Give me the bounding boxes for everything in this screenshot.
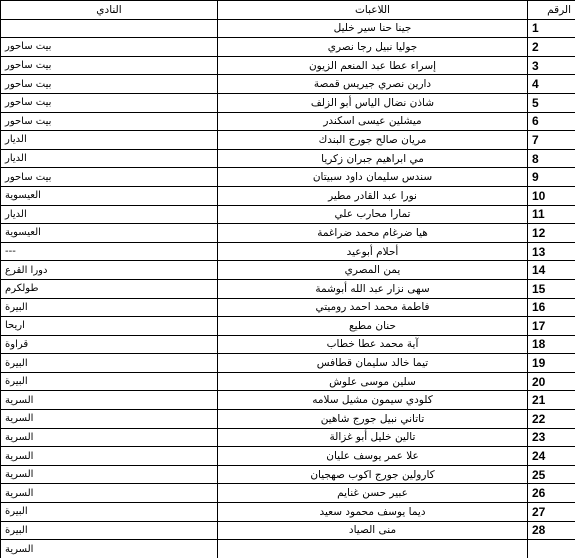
cell-player-name[interactable]: آية محمد عطا خطاب — [218, 335, 528, 354]
cell-player-name[interactable]: نورا عبد القادر مطير — [218, 186, 528, 205]
cell-club[interactable]: السرية — [1, 428, 218, 447]
cell-player-name[interactable]: تيما خالد سليمان قطافس — [218, 354, 528, 373]
table-row — [1, 19, 575, 38]
cell-player-name[interactable]: ميشلين عيسى اسكندر — [218, 112, 528, 131]
table-row — [1, 335, 575, 354]
cell-player-name[interactable]: جينا حنا سير خليل — [218, 19, 528, 38]
cell-number[interactable]: 12 — [528, 224, 575, 243]
cell-club[interactable] — [1, 19, 218, 38]
cell-number[interactable]: 20 — [528, 372, 575, 391]
cell-number[interactable]: 25 — [528, 465, 575, 484]
table-row — [1, 75, 575, 94]
table-row — [1, 298, 575, 317]
cell-player-name[interactable]: عبير حسن غنايم — [218, 484, 528, 503]
cell-number[interactable]: 4 — [528, 75, 575, 94]
cell-club[interactable]: العيسوية — [1, 186, 218, 205]
cell-player-name[interactable]: جوليا نبيل رجا نصري — [218, 38, 528, 57]
table-row — [1, 447, 575, 466]
cell-player-name[interactable]: تالين خليل أبو غزالة — [218, 428, 528, 447]
cell-club[interactable]: بيت ساحور — [1, 93, 218, 112]
cell-number[interactable]: 7 — [528, 131, 575, 150]
cell-club[interactable]: السرية — [1, 484, 218, 503]
cell-player-name[interactable]: يمن المصري — [218, 261, 528, 280]
table-row — [1, 279, 575, 298]
cell-number[interactable]: 27 — [528, 503, 575, 522]
cell-club[interactable]: السرية — [1, 410, 218, 429]
cell-player-name[interactable]: كلودي سيمون مشيل سلامه — [218, 391, 528, 410]
table-row — [1, 484, 575, 503]
cell-player-name[interactable]: حنان مطيع — [218, 317, 528, 336]
cell-number[interactable]: 21 — [528, 391, 575, 410]
table-row — [1, 317, 575, 336]
table-row — [1, 261, 575, 280]
cell-player-name[interactable]: أحلام أبوعيد — [218, 242, 528, 261]
cell-club[interactable]: العيسوية — [1, 224, 218, 243]
cell-club[interactable]: الديار — [1, 149, 218, 168]
table-row — [1, 465, 575, 484]
table-row — [1, 131, 575, 150]
cell-number[interactable]: 16 — [528, 298, 575, 317]
cell-number[interactable]: 3 — [528, 56, 575, 75]
cell-player-name[interactable]: شاذن نضال الياس أبو الزلف — [218, 93, 528, 112]
table-row — [1, 168, 575, 187]
cell-number[interactable]: 1 — [528, 19, 575, 38]
table-row — [1, 56, 575, 75]
table-row — [1, 186, 575, 205]
cell-number[interactable]: 26 — [528, 484, 575, 503]
cell-player-name[interactable]: إسراء عطا عبد المنعم الزيون — [218, 56, 528, 75]
cell-player-name[interactable] — [218, 540, 528, 558]
cell-club[interactable]: السرية — [1, 447, 218, 466]
cell-player-name[interactable]: تاتاني نبيل جورج شاهين — [218, 410, 528, 429]
cell-club[interactable]: طولكرم — [1, 279, 218, 298]
cell-club[interactable]: البيرة — [1, 372, 218, 391]
table-row — [1, 428, 575, 447]
cell-number[interactable]: 28 — [528, 521, 575, 540]
cell-player-name[interactable]: مريان صالح جورج البندك — [218, 131, 528, 150]
table-row — [1, 149, 575, 168]
table-row — [1, 224, 575, 243]
cell-club[interactable]: البيرة — [1, 298, 218, 317]
cell-club[interactable]: الديار — [1, 205, 218, 224]
cell-number[interactable]: 22 — [528, 410, 575, 429]
cell-club[interactable]: السرية — [1, 540, 218, 558]
cell-number[interactable]: 9 — [528, 168, 575, 187]
cell-club[interactable]: السرية — [1, 391, 218, 410]
table-row — [1, 521, 575, 540]
cell-club[interactable]: بيت ساحور — [1, 168, 218, 187]
cell-club[interactable]: السرية — [1, 465, 218, 484]
cell-number[interactable]: 14 — [528, 261, 575, 280]
cell-player-name[interactable]: تمارا محارب علي — [218, 205, 528, 224]
table-row — [1, 242, 575, 261]
table-row — [1, 391, 575, 410]
cell-club[interactable]: دورا القرع — [1, 261, 218, 280]
table-row — [1, 354, 575, 373]
cell-player-name[interactable]: سهى نزار عبد الله أبوشمة — [218, 279, 528, 298]
cell-number[interactable]: 6 — [528, 112, 575, 131]
cell-club[interactable]: البيرة — [1, 354, 218, 373]
table-row — [1, 503, 575, 522]
cell-number[interactable]: 13 — [528, 242, 575, 261]
table-row — [1, 410, 575, 429]
cell-player-name[interactable]: مي ابراهيم جبران زكريا — [218, 149, 528, 168]
cell-number[interactable]: 24 — [528, 447, 575, 466]
header-row — [1, 1, 575, 20]
cell-number[interactable]: 5 — [528, 93, 575, 112]
table-body — [1, 19, 575, 558]
cell-club[interactable]: بيت ساحور — [1, 75, 218, 94]
cell-player-name[interactable]: دارين نصري جيريس قمصة — [218, 75, 528, 94]
table-row — [1, 112, 575, 131]
cell-club[interactable]: اريحا — [1, 317, 218, 336]
header-player[interactable]: اللاعبات — [218, 1, 528, 20]
cell-club[interactable]: بيت ساحور — [1, 38, 218, 57]
cell-number[interactable]: 19 — [528, 354, 575, 373]
cell-player-name[interactable]: كارولين جورج اكوب صهجيان — [218, 465, 528, 484]
header-number[interactable]: الرقم — [528, 1, 575, 20]
table-row — [1, 38, 575, 57]
table-row — [1, 540, 575, 558]
cell-player-name[interactable]: ديما يوسف محمود سعيد — [218, 503, 528, 522]
cell-player-name[interactable]: علا عمر يوسف عليان — [218, 447, 528, 466]
cell-player-name[interactable]: سلين موسى علوش — [218, 372, 528, 391]
cell-player-name[interactable]: هيا ضرغام محمد ضراغمة — [218, 224, 528, 243]
cell-number[interactable]: 2 — [528, 38, 575, 57]
cell-player-name[interactable]: سندس سليمان داود سبيتان — [218, 168, 528, 187]
header-club[interactable]: النادي — [1, 1, 218, 20]
table-row — [1, 93, 575, 112]
cell-number[interactable]: 15 — [528, 279, 575, 298]
cell-player-name[interactable]: فاطمة محمد احمد روميتي — [218, 298, 528, 317]
table-row — [1, 205, 575, 224]
cell-number[interactable]: 10 — [528, 186, 575, 205]
table-row — [1, 372, 575, 391]
cell-number[interactable]: 11 — [528, 205, 575, 224]
cell-club[interactable]: --- — [1, 242, 218, 261]
cell-club[interactable]: البيرة — [1, 503, 218, 522]
cell-club[interactable]: قراوة — [1, 335, 218, 354]
cell-club[interactable]: الديار — [1, 131, 218, 150]
cell-club[interactable]: بيت ساحور — [1, 56, 218, 75]
cell-number[interactable]: 23 — [528, 428, 575, 447]
cell-number[interactable]: 17 — [528, 317, 575, 336]
cell-club[interactable]: البيرة — [1, 521, 218, 540]
cell-number[interactable] — [528, 540, 575, 558]
cell-number[interactable]: 18 — [528, 335, 575, 354]
cell-player-name[interactable]: منى الصياد — [218, 521, 528, 540]
cell-club[interactable]: بيت ساحور — [1, 112, 218, 131]
cell-number[interactable]: 8 — [528, 149, 575, 168]
